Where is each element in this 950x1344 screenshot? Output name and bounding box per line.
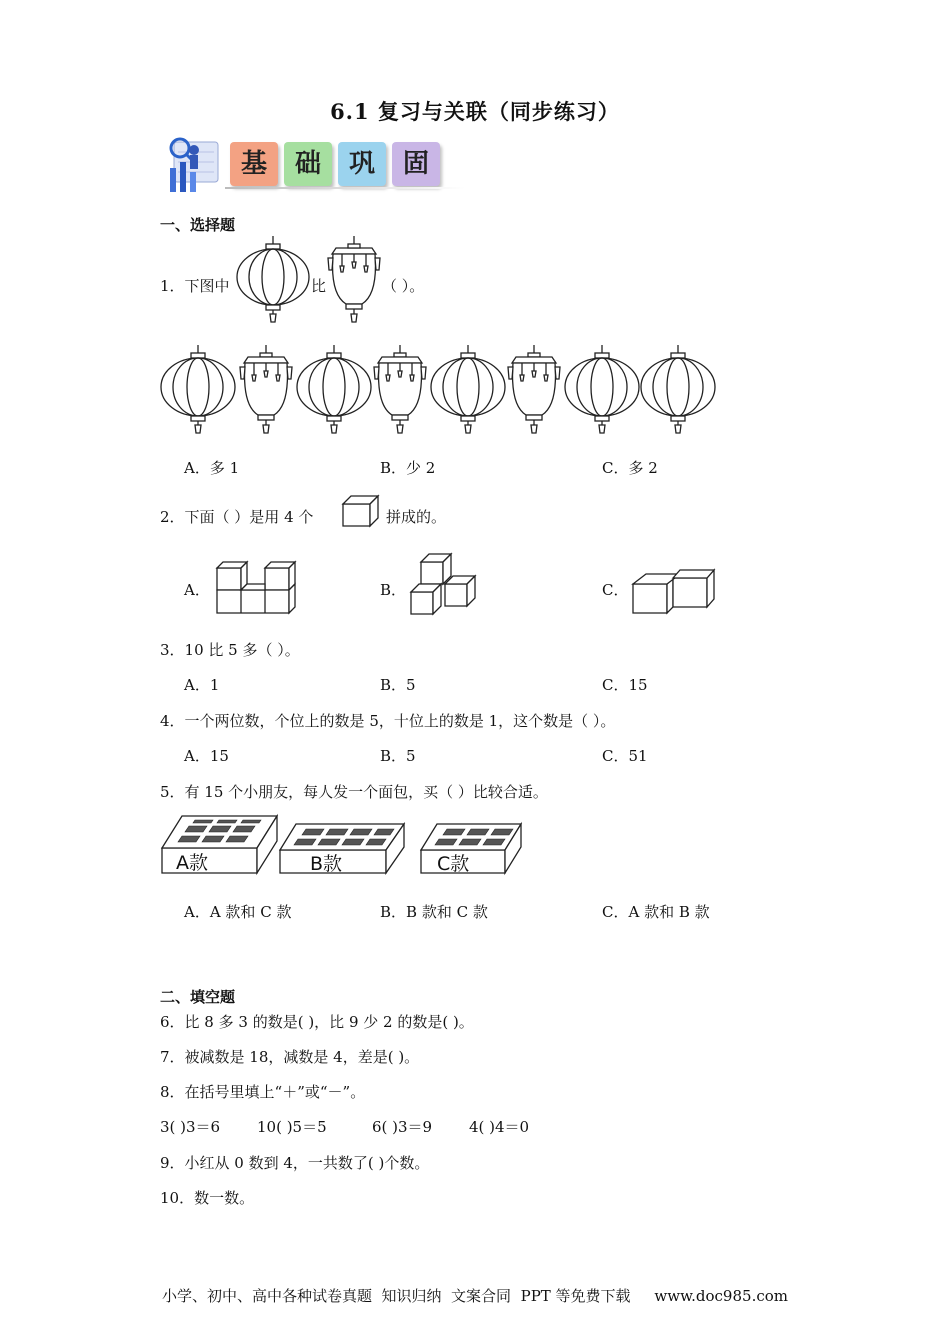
q1-option-a[interactable]: A．多 1	[184, 459, 240, 477]
q1-option-b[interactable]: B．少 2	[380, 459, 436, 477]
banner-tile-2: 础	[284, 142, 332, 186]
bread-box-a	[160, 814, 280, 876]
round-lantern-4	[565, 345, 639, 433]
q1-prefix: 1．下图中	[160, 277, 230, 295]
q5-option-a[interactable]: A．A 款和 C 款	[184, 903, 292, 921]
q2-option-b[interactable]: B．	[380, 581, 407, 599]
q1-suffix: （ ）。	[382, 277, 425, 295]
q8-item-4: 4( )4＝0	[469, 1118, 530, 1136]
round-lantern-3	[431, 345, 505, 433]
q8-item-1: 3( )3＝6	[160, 1118, 221, 1136]
banner-tile-3: 巩	[338, 142, 386, 186]
palace-lantern-3	[508, 345, 560, 433]
q5-option-c[interactable]: C．A 款和 B 款	[602, 903, 710, 921]
q1-option-c[interactable]: C．多 2	[602, 459, 658, 477]
bread-box-c-label: C款	[437, 853, 470, 875]
q2-figure-a[interactable]	[214, 556, 304, 616]
q1-mid: 比	[311, 277, 327, 295]
banner-figure-icon	[160, 132, 222, 194]
bread-box-b	[278, 822, 408, 876]
q2-figure-b[interactable]	[407, 550, 487, 618]
round-lantern-5	[641, 345, 715, 433]
round-lantern-icon	[235, 236, 311, 322]
q8-item-3: 6( )3＝9	[372, 1118, 433, 1136]
q5-text: 5．有 15 个小朋友，每人发一个面包，买（ ）比较合适。	[160, 783, 548, 801]
q8-text: 8．在括号里填上“＋”或“－”。	[160, 1083, 366, 1101]
q9-text: 9．小红从 0 数到 4，一共数了( )个数。	[160, 1154, 430, 1172]
banner-tile-4: 固	[392, 142, 440, 186]
q6-text: 6．比 8 多 3 的数是( )，比 9 少 2 的数是( )。	[160, 1013, 474, 1031]
q2-prefix: 2．下面（ ）是用 4 个	[160, 508, 314, 526]
section-choice-heading: 一、选择题	[160, 216, 236, 234]
bread-box-c	[419, 822, 525, 876]
lantern-row	[160, 345, 720, 435]
palace-lantern-1	[240, 345, 292, 433]
banner-underline	[225, 187, 465, 189]
banner-tile-1: 基	[230, 142, 278, 186]
q10-text: 10．数一数。	[160, 1189, 255, 1207]
bread-box-a-label: A款	[176, 852, 208, 874]
q2-option-c[interactable]: C．	[602, 581, 629, 599]
q4-text: 4．一个两位数，个位上的数是 5，十位上的数是 1，这个数是（ ）。	[160, 712, 616, 730]
q2-suffix: 拼成的。	[386, 508, 447, 526]
q3-option-a[interactable]: A．1	[184, 676, 220, 694]
q2-figure-c[interactable]	[630, 566, 720, 616]
footer-text: 小学、初中、高中各种试卷真题 知识归纳 文案合同 PPT 等免费下载 www.doc985.com	[161, 1287, 788, 1305]
q3-text: 3．10 比 5 多（ ）。	[160, 641, 300, 659]
q4-option-a[interactable]: A．15	[184, 747, 229, 765]
q4-option-b[interactable]: B．5	[380, 747, 416, 765]
q3-option-c[interactable]: C．15	[602, 676, 648, 694]
palace-lantern-icon	[328, 236, 380, 322]
q2-option-a[interactable]: A．	[184, 581, 210, 599]
q8-item-2: 10( )5＝5	[257, 1118, 327, 1136]
q4-option-c[interactable]: C．51	[602, 747, 648, 765]
q7-text: 7．被减数是 18，减数是 4，差是( )。	[160, 1048, 420, 1066]
q5-option-b[interactable]: B．B 款和 C 款	[380, 903, 488, 921]
round-lantern-1	[161, 345, 235, 433]
round-lantern-2	[297, 345, 371, 433]
section-fill-heading: 二、填空题	[160, 988, 236, 1006]
palace-lantern-2	[374, 345, 426, 433]
cube-icon	[340, 494, 384, 528]
q3-option-b[interactable]: B．5	[380, 676, 416, 694]
bread-box-b-label: B款	[310, 853, 343, 875]
page-title: 6.1 复习与关联（同步练习）	[330, 99, 620, 124]
